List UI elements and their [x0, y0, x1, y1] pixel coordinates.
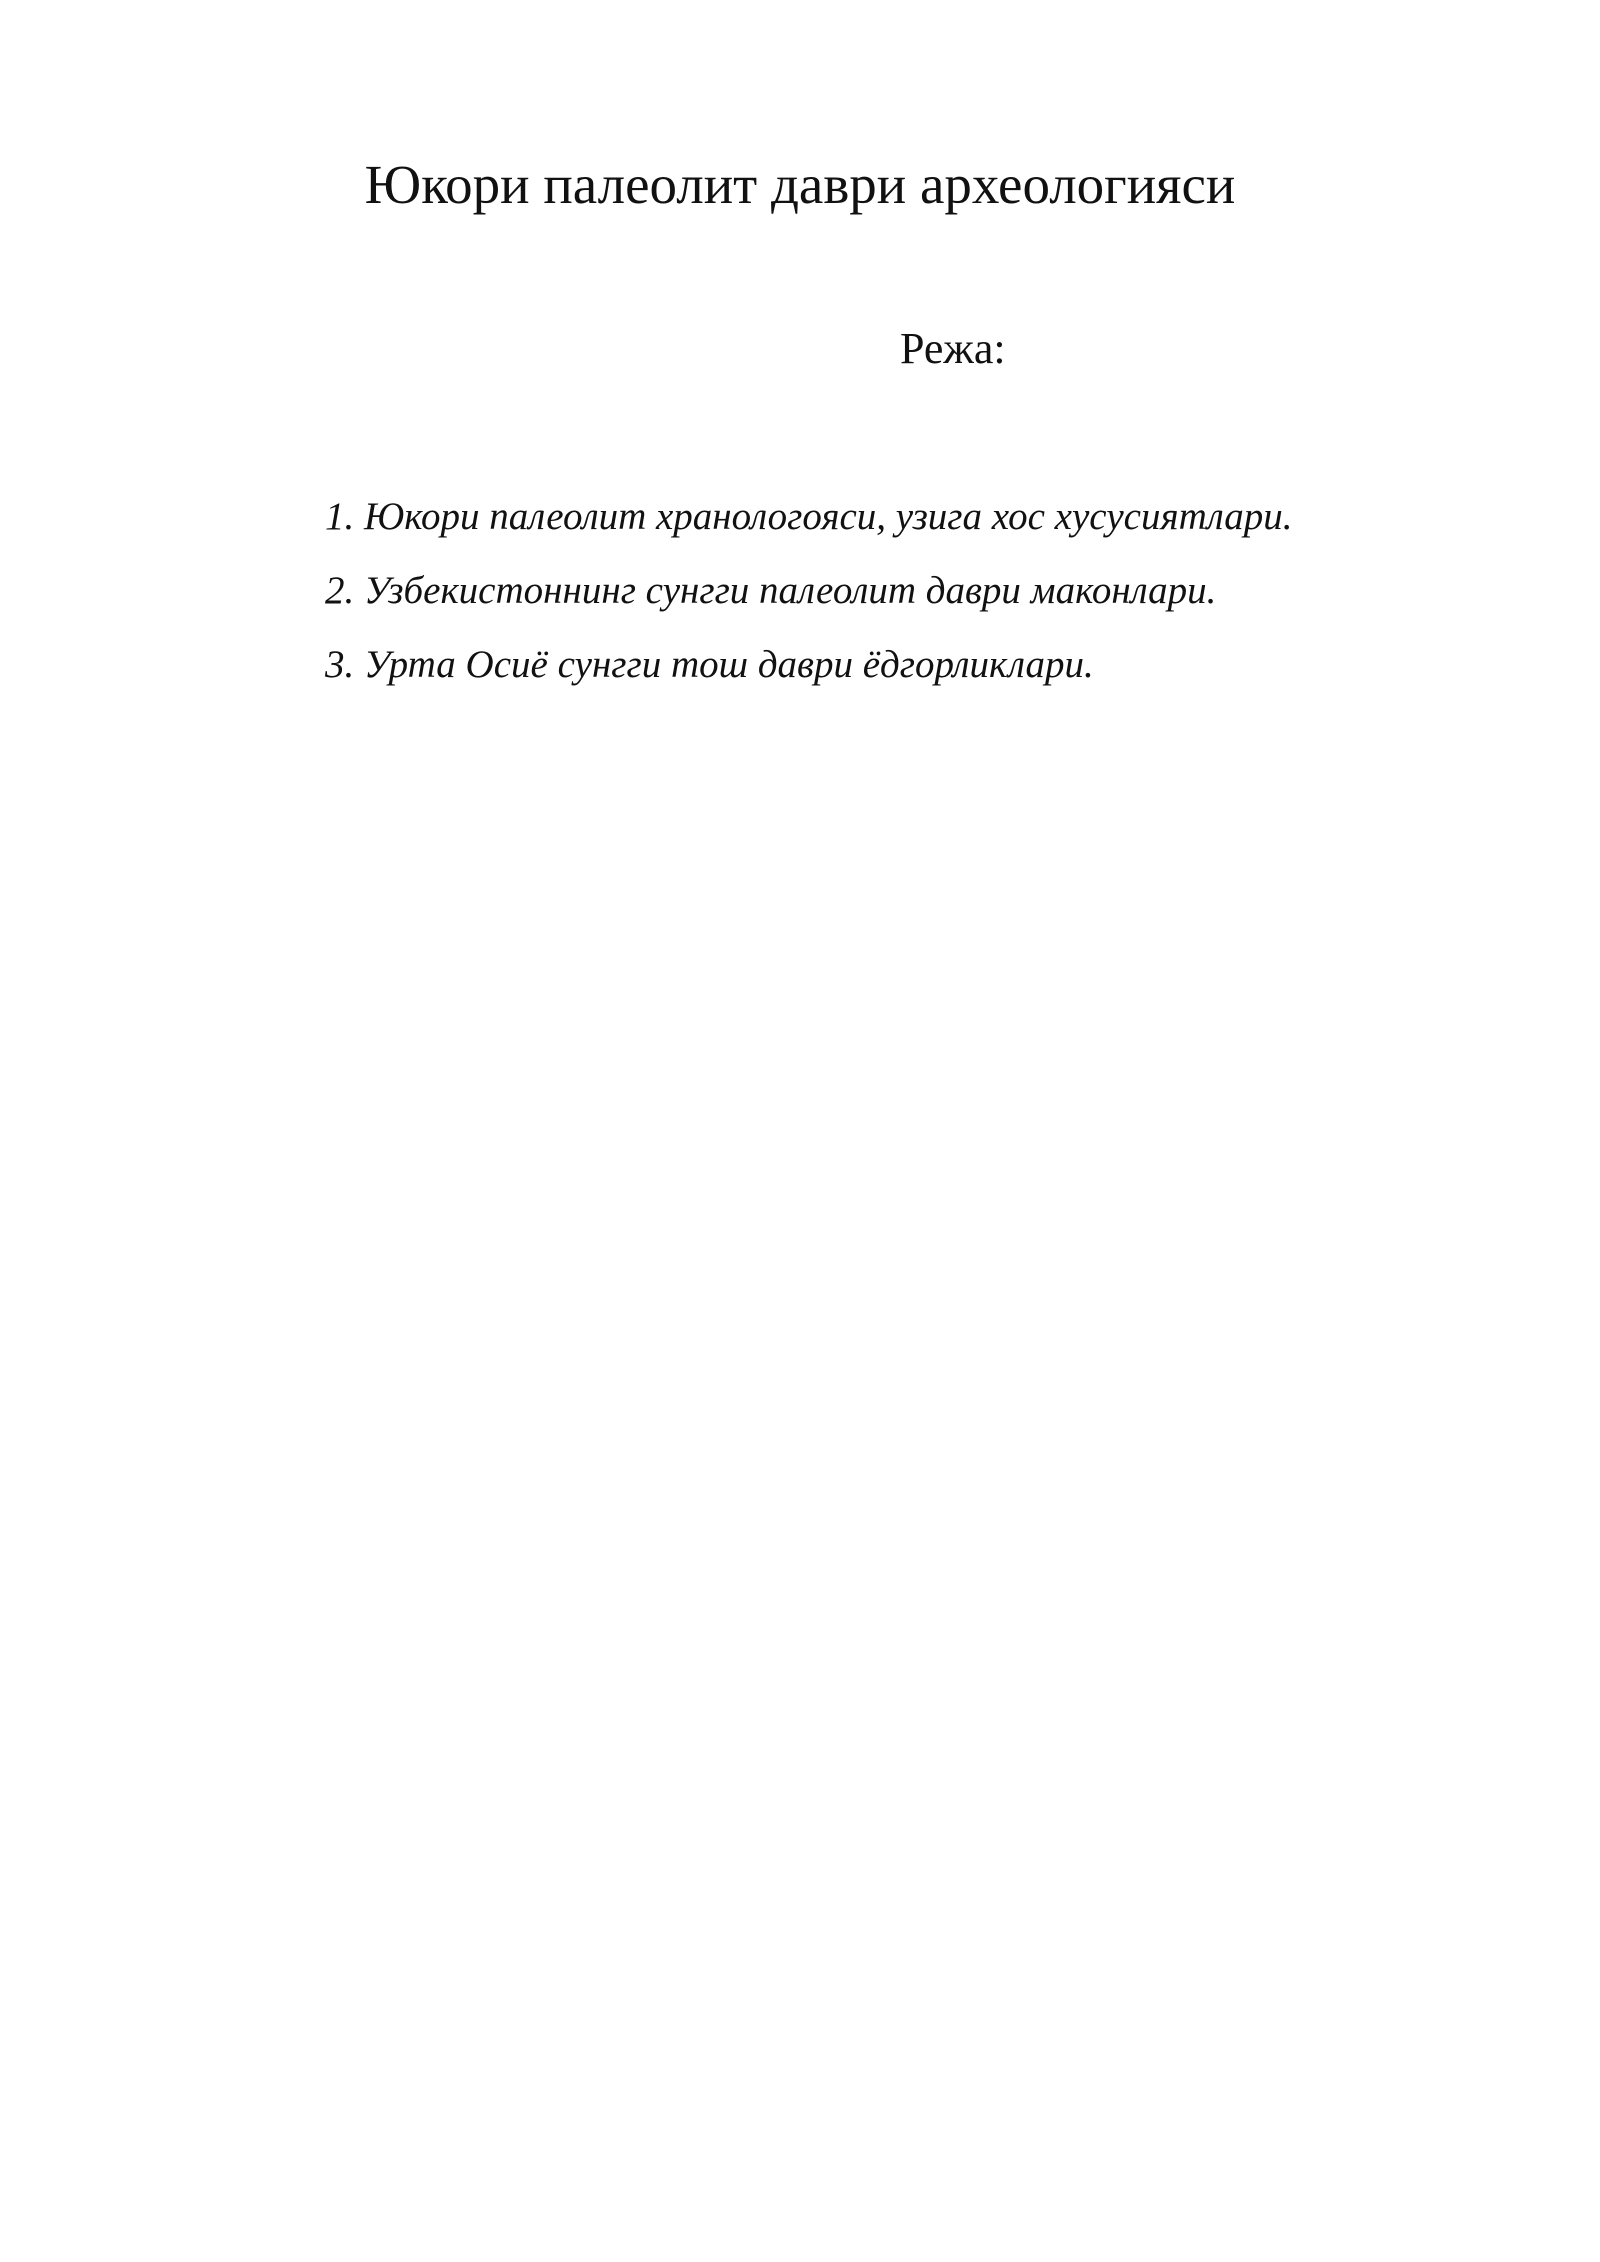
plan-item-1: 1. Юкори палеолит хранологояси, узига хос хусусиятлари. [325, 495, 1293, 538]
plan-list [325, 480, 1475, 702]
document-title: Юкори палеолит даври археологияси [364, 154, 1236, 215]
plan-heading: Режа: [900, 324, 1006, 373]
plan-item-2: 2. Узбекистоннинг сунгги палеолит даври маконлари. [325, 569, 1217, 612]
plan-item-3: 3. Урта Осиё сунгги тош даври ёдгорликлари. [325, 643, 1094, 686]
